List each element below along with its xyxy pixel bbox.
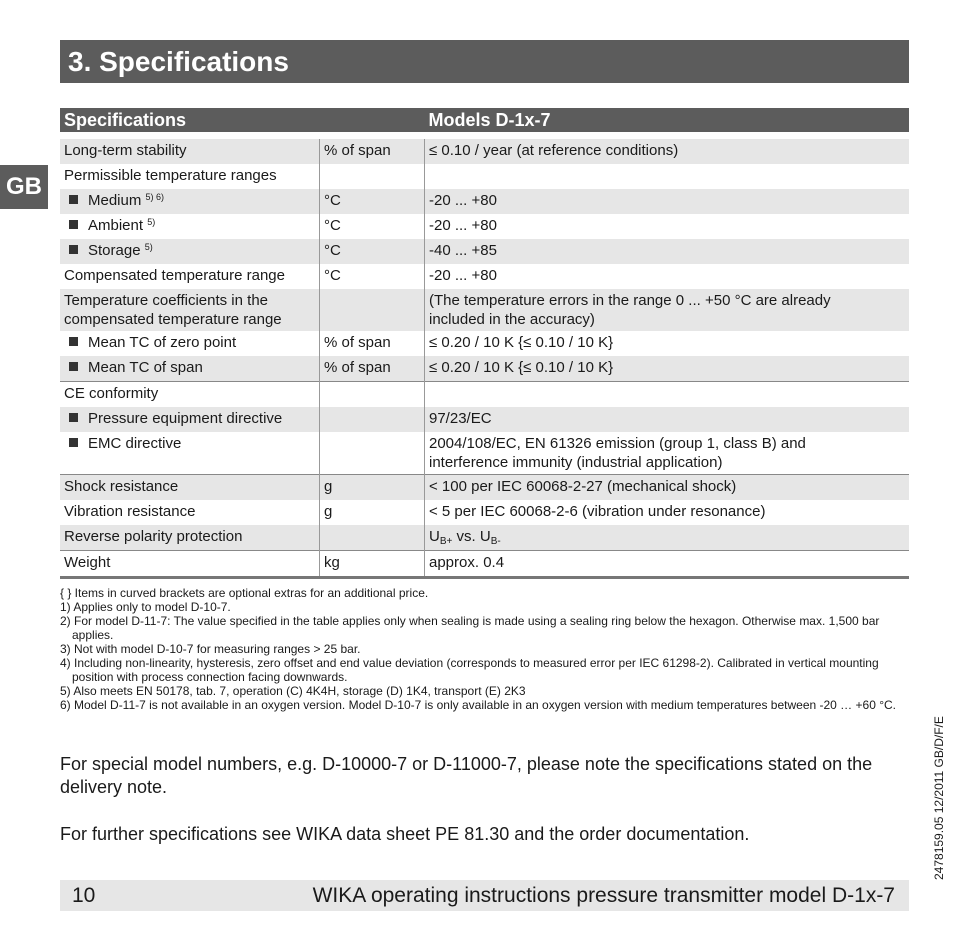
table-row: Reverse polarity protection $U_{B+}$ vs. $U_{B-}$: [60, 525, 909, 551]
table-row: Weight kg approx. 0.4: [60, 551, 909, 578]
page-title: 3. Specifications: [68, 46, 289, 77]
bullet-icon: [69, 362, 78, 371]
bullet-icon: [69, 220, 78, 229]
table-row: Medium $^{5) 6)}$ °C -20 ... +80: [60, 189, 909, 214]
footnote: 5) Also meets EN 50178, tab. 7, operation (C) 4K4H, storage (D) 1K4, transport (E) 2K3: [60, 684, 526, 698]
bullet-icon: [69, 337, 78, 346]
header-specifications: Specifications: [60, 108, 425, 132]
footer-title: WIKA operating instructions pressure transmitter model D-1x-7: [312, 884, 895, 907]
footnote: 3) Not with model D-10-7 for measuring ranges > 25 bar.: [60, 642, 361, 656]
section-title-bar: [60, 40, 909, 83]
page-footer: [60, 880, 909, 911]
table-row: EMC directive 2004/108/EC, EN 61326 emission (group 1, class B) and interference immunity (industrial application): [60, 432, 909, 475]
table-row: Mean TC of span % of span ≤ 0.20 / 10 K {≤ 0.10 / 10 K}: [60, 356, 909, 382]
bullet-icon: [69, 195, 78, 204]
table-row: Pressure equipment directive 97/23/EC: [60, 407, 909, 432]
table-row: Vibration resistance g < 5 per IEC 60068-2-6 (vibration under resonance): [60, 500, 909, 525]
footnotes: [60, 586, 909, 712]
special-models-note: For special model numbers, e.g. D-10000-7 or D-11000-7, please note the specifications stated on the delivery note.: [60, 754, 873, 797]
table-row: CE conformity: [60, 382, 909, 408]
page-number: 10: [72, 884, 96, 907]
table-row: Compensated temperature range °C -20 ... +80: [60, 264, 909, 289]
table-row: Long-term stability % of span ≤ 0.10 / year (at reference conditions): [60, 139, 909, 164]
document-code: 2478159.05 12/2011 GB/D/F/E: [932, 716, 946, 880]
language-tab: GB: [0, 165, 48, 209]
footnote: 1) Applies only to model D-10-7.: [60, 600, 231, 614]
header-models: Models D-1x-7: [425, 108, 910, 132]
footnote: 6) Model D-11-7 is not available in an oxygen version. Model D-10-7 is only available in an oxygen version with medium temperatures between -20 … +60 °C.: [60, 698, 897, 712]
table-row: Storage $^{5)}$ °C -40 ... +85: [60, 239, 909, 264]
table-row: Ambient $^{5)}$ °C -20 ... +80: [60, 214, 909, 239]
table-header: [60, 108, 909, 132]
footnote: { } Items in curved brackets are optional extras for an additional price.: [60, 586, 429, 600]
specifications-table: [60, 108, 909, 579]
table-row: Temperature coefficients in the compensated temperature range (The temperature errors in the range 0 ... +50 °C are already included in the accuracy): [60, 289, 909, 331]
bullet-icon: [69, 245, 78, 254]
footnote: 4) Including non-linearity, hysteresis, zero offset and end value deviation (corresponds to measured error per IEC 61298-2). Calibrated in vertical mounting position with process connection facing downwards.: [60, 656, 879, 684]
table-row: Shock resistance g < 100 per IEC 60068-2-27 (mechanical shock): [60, 475, 909, 501]
further-specs-note: For further specifications see WIKA data sheet PE 81.30 and the order documentation.: [60, 824, 750, 844]
bullet-icon: [69, 438, 78, 447]
footnote: 2) For model D-11-7: The value specified in the table applies only when sealing is made using a sealing ring below the hexagon. Otherwise max. 1,500 bar applies.: [60, 614, 880, 642]
table-row: Permissible temperature ranges: [60, 164, 909, 189]
bullet-icon: [69, 413, 78, 422]
table-row: Mean TC of zero point % of span ≤ 0.20 / 10 K {≤ 0.10 / 10 K}: [60, 331, 909, 356]
